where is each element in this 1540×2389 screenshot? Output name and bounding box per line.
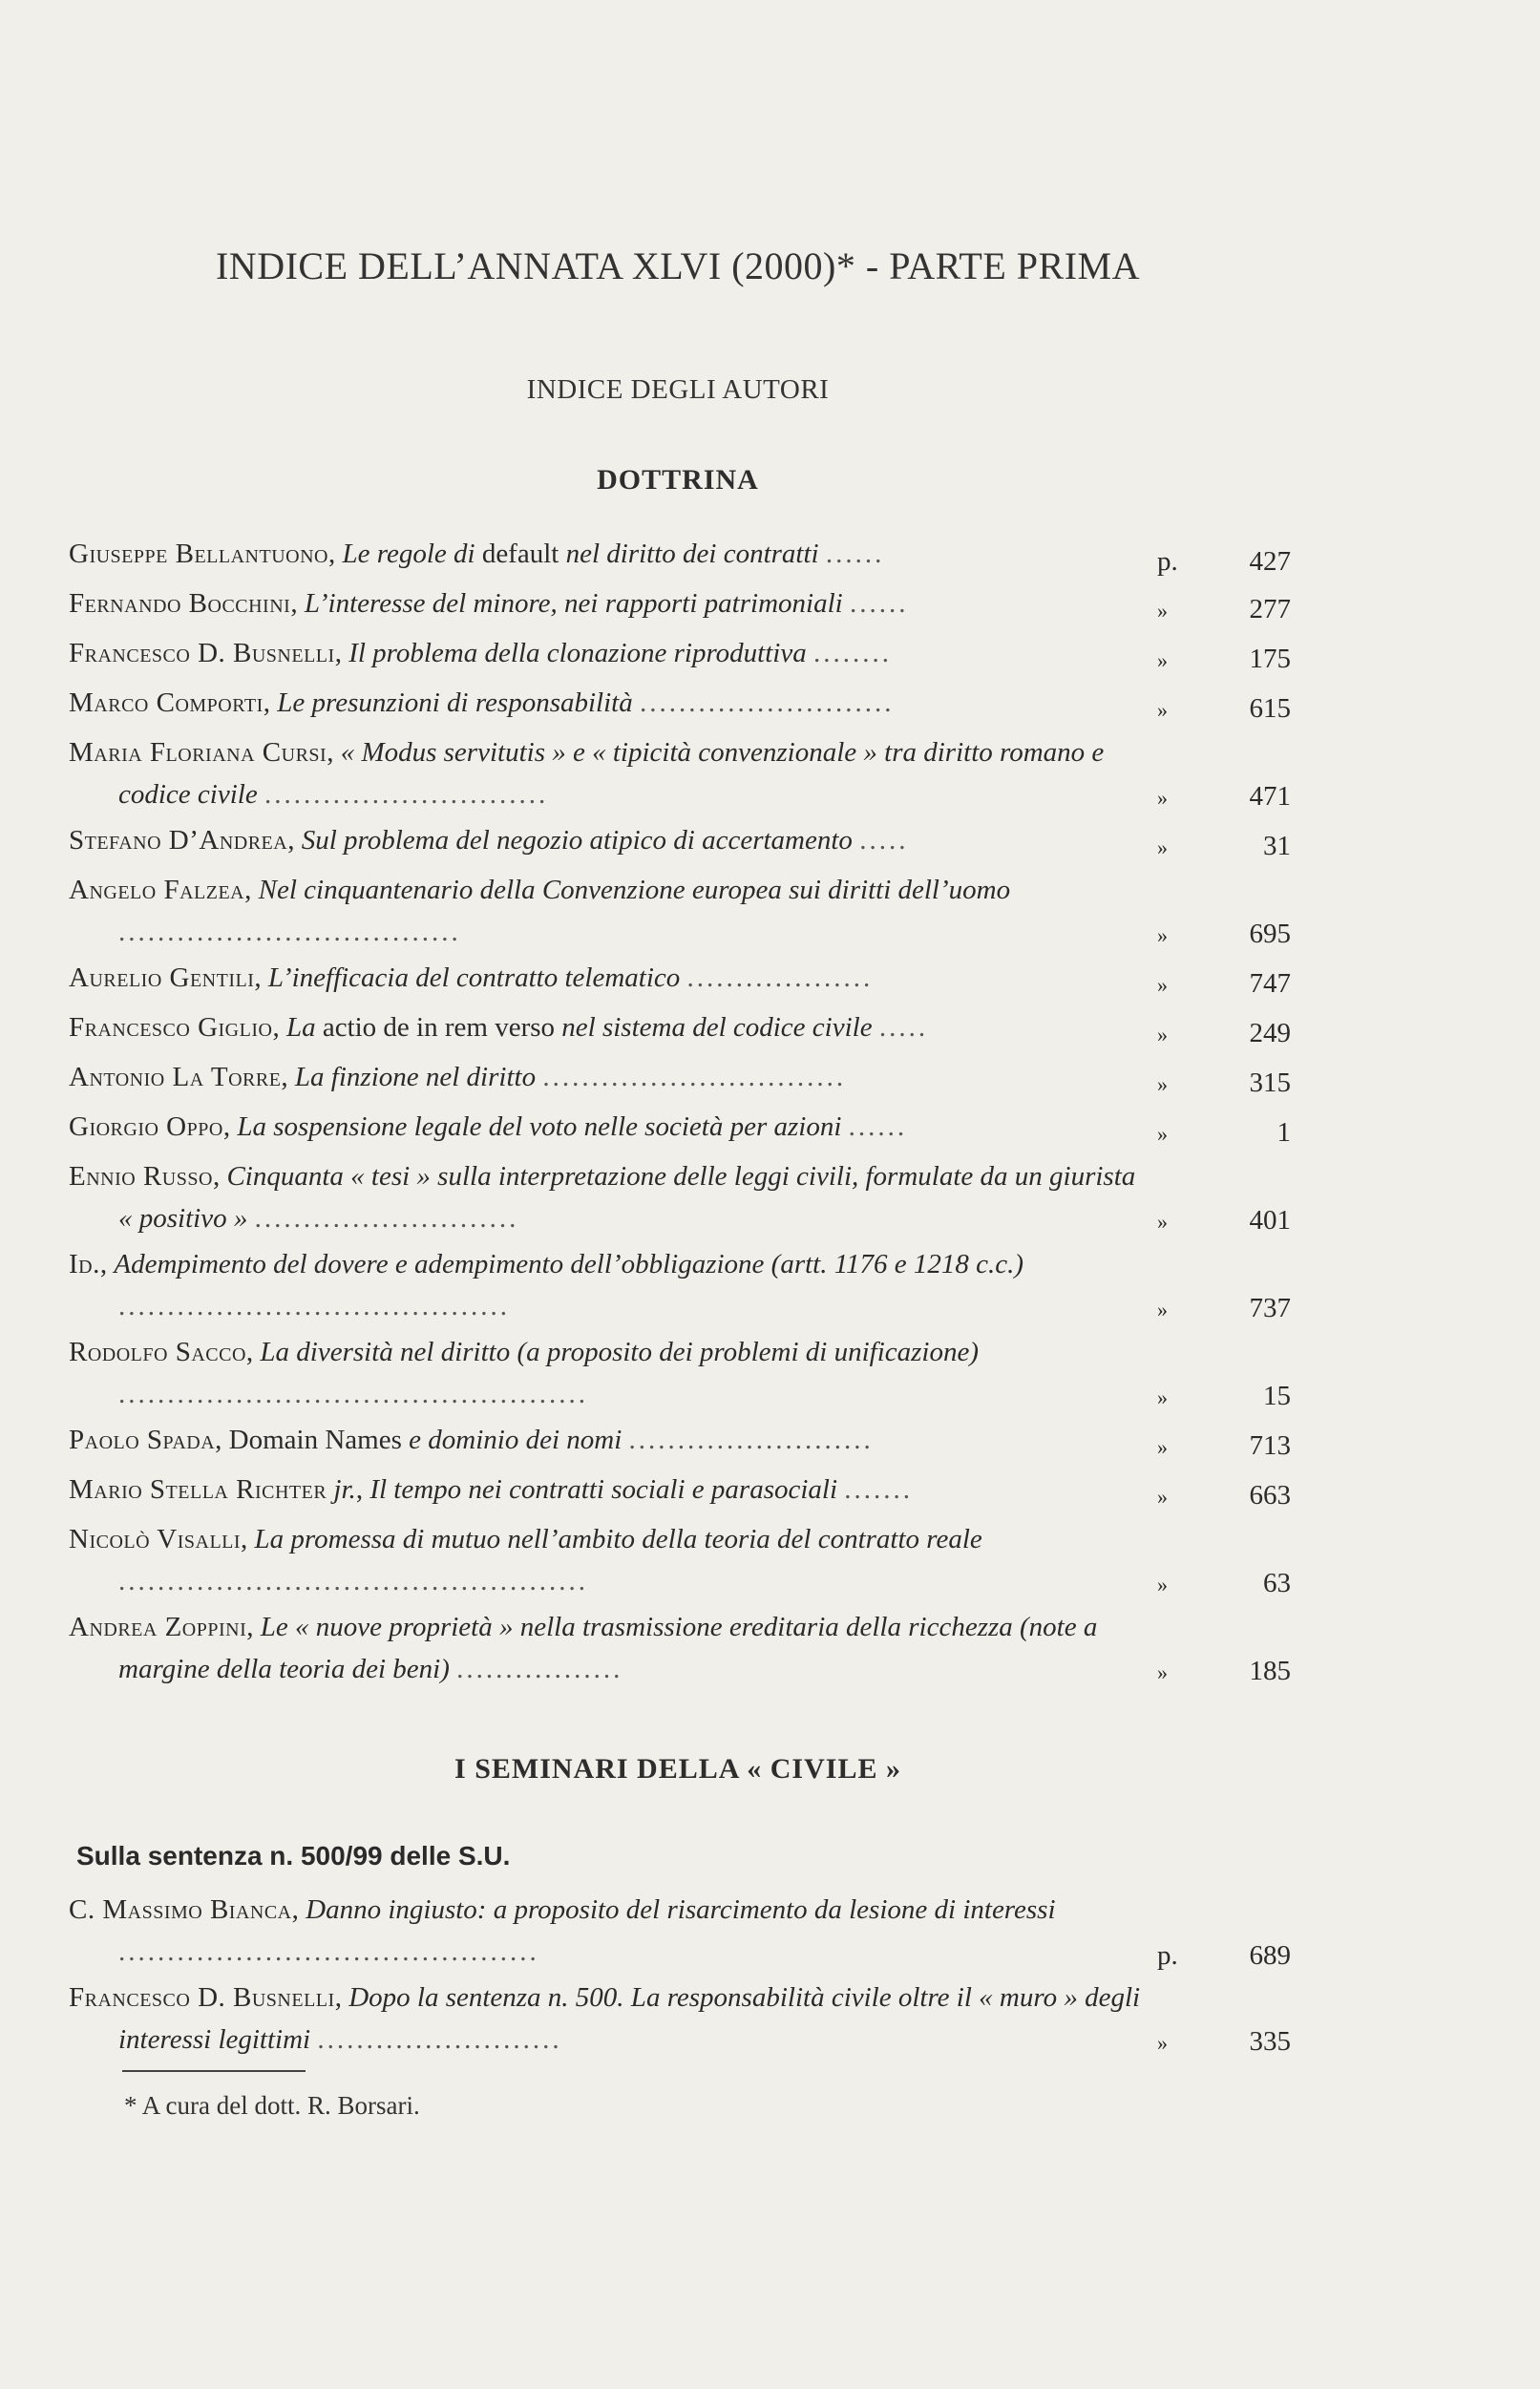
page-number: 185 bbox=[1249, 1656, 1291, 1686]
leader-dots: ................................... bbox=[118, 917, 461, 947]
leader-dots: ........................................... bbox=[118, 1936, 539, 1967]
ditto-mark: » bbox=[1157, 835, 1168, 859]
ditto-mark: » bbox=[1157, 1660, 1168, 1684]
list-item: Francesco Giglio, La actio de in rem verso nel sistema del codice civile ..... » 249 bbox=[69, 1006, 1291, 1056]
list-item: Francesco D. Busnelli, Il problema della clonazione riproduttiva ........ » 175 bbox=[69, 632, 1291, 682]
entry-title: La bbox=[285, 1012, 316, 1043]
entry-title: Cinquanta « tesi » sulla interpretazione delle leggi civili, formulate da un giurista « positivo » bbox=[118, 1161, 1136, 1234]
entry-author: Mario Stella Richter bbox=[69, 1474, 327, 1505]
entry-title: Le presunzioni di responsabilità bbox=[277, 687, 633, 718]
leader-dots: ......................... bbox=[628, 1425, 874, 1455]
page-number: 471 bbox=[1249, 781, 1291, 812]
ditto-mark: » bbox=[1157, 1573, 1168, 1596]
entry-author: Fernando Bocchini bbox=[69, 588, 291, 619]
section-heading-seminari: I SEMINARI DELLA « CIVILE » bbox=[454, 1753, 901, 1785]
leader-dots: ............................. bbox=[264, 779, 549, 810]
page-prefix: p. bbox=[1157, 546, 1178, 577]
entry-title-roman: Domain Names bbox=[228, 1425, 402, 1455]
entry-author: Maria Floriana Cursi bbox=[69, 737, 327, 768]
list-item: Francesco D. Busnelli, Dopo la sentenza n. 500. La responsabilità civile oltre il « muro » degli interessi legittimi ......................... » 335 bbox=[69, 1977, 1291, 2064]
ditto-mark: » bbox=[1157, 1023, 1168, 1047]
entry-title: Nel cinquantenario della Convenzione europea sui diritti dell’uomo bbox=[258, 875, 1011, 905]
entry-author: Ennio Russo bbox=[69, 1161, 213, 1192]
entry-author: Marco Comporti bbox=[69, 687, 264, 718]
entry-title-roman: actio de in rem verso bbox=[322, 1012, 556, 1043]
entry-title-roman: default bbox=[481, 539, 559, 569]
list-item: Andrea Zoppini, Le « nuove proprietà » nella trasmissione ereditaria della ricchezza (note a margine della teoria dei beni) ................. » 185 bbox=[69, 1606, 1291, 1694]
list-item: C. Massimo Bianca, Danno ingiusto: a proposito del risarcimento da lesione di interessi ........................................... p. 689 bbox=[69, 1889, 1291, 1977]
page-number: 175 bbox=[1249, 644, 1291, 674]
ditto-mark: » bbox=[1157, 1485, 1168, 1509]
entry-author: Giuseppe Bellantuono bbox=[69, 539, 328, 569]
entry-title: L’inefficacia del contratto telematico bbox=[267, 962, 681, 993]
page-prefix: p. bbox=[1157, 1940, 1178, 1971]
entry-title: Adempimento del dovere e adempimento dell’obbligazione (artt. 1176 e 1218 c.c.) bbox=[114, 1249, 1024, 1279]
entry-title-cont: e dominio dei nomi bbox=[409, 1425, 622, 1455]
ditto-mark: » bbox=[1157, 698, 1168, 722]
entry-author: Antonio La Torre bbox=[69, 1062, 282, 1092]
page-number: 31 bbox=[1263, 831, 1291, 861]
leader-dots: ................... bbox=[686, 962, 874, 993]
entry-title: Le « nuove proprietà » nella trasmissione ereditaria della ricchezza (note a margine della teoria dei beni) bbox=[118, 1612, 1098, 1684]
ditto-mark: » bbox=[1157, 786, 1168, 810]
page-number: 427 bbox=[1249, 546, 1291, 577]
page-number: 1 bbox=[1276, 1117, 1291, 1148]
leader-dots: ..... bbox=[878, 1012, 929, 1043]
leader-dots: ................. bbox=[456, 1654, 623, 1684]
entry-title: La diversità nel diritto (a proposito dei problemi di unificazione) bbox=[260, 1337, 980, 1367]
entry-title: Danno ingiusto: a proposito del risarcimento da lesione di interessi bbox=[306, 1894, 1056, 1925]
entry-title: L’interesse del minore, nei rapporti patrimoniali bbox=[304, 588, 843, 619]
entry-author: Giorgio Oppo bbox=[69, 1111, 223, 1142]
entry-title: « Modus servitutis » e « tipicità convenzionale » tra diritto romano e codice civile bbox=[118, 737, 1105, 810]
leader-dots: ........................... bbox=[254, 1203, 519, 1234]
page-number: 63 bbox=[1263, 1568, 1291, 1598]
page-number: 695 bbox=[1249, 919, 1291, 949]
list-item: Rodolfo Sacco, La diversità nel diritto (a proposito dei problemi di unificazione) ................................................ » 15 bbox=[69, 1331, 1291, 1419]
page-number: 713 bbox=[1249, 1430, 1291, 1461]
list-item: Fernando Bocchini, L’interesse del minore, nei rapporti patrimoniali ...... » 277 bbox=[69, 582, 1291, 632]
entry-title: Il tempo nei contratti sociali e parasociali bbox=[369, 1474, 838, 1505]
ditto-mark: » bbox=[1157, 973, 1168, 997]
entry-author: Rodolfo Sacco bbox=[69, 1337, 246, 1367]
ditto-mark: » bbox=[1157, 648, 1168, 672]
ditto-mark: » bbox=[1157, 1298, 1168, 1321]
entry-title: La sospensione legale del voto nelle società per azioni bbox=[237, 1111, 842, 1142]
leader-dots: .......................... bbox=[639, 687, 895, 718]
entry-author: Paolo Spada bbox=[69, 1425, 216, 1455]
leader-dots: ...... bbox=[849, 588, 909, 619]
entry-author: Angelo Falzea bbox=[69, 875, 245, 905]
page-subtitle: INDICE DEGLI AUTORI bbox=[526, 374, 830, 405]
entry-title: La finzione nel diritto bbox=[294, 1062, 537, 1092]
entry-author: Francesco D. Busnelli bbox=[69, 638, 335, 668]
entry-author: Nicolò Visalli bbox=[69, 1524, 242, 1554]
entry-author: Id. bbox=[69, 1249, 100, 1279]
list-item: Marco Comporti, Le presunzioni di responsabilità .......................... » 615 bbox=[69, 682, 1291, 731]
list-item: Paolo Spada, Domain Names e dominio dei nomi ......................... » 713 bbox=[69, 1419, 1291, 1469]
page-number: 615 bbox=[1249, 693, 1291, 724]
entry-title-cont: nel diritto dei contratti bbox=[565, 539, 819, 569]
list-item: Mario Stella Richter jr., Il tempo nei contratti sociali e parasociali ....... » 663 bbox=[69, 1469, 1291, 1518]
page-title: INDICE DELL’ANNATA XLVI (2000)* - PARTE PRIMA bbox=[215, 244, 1140, 287]
list-item: Maria Floriana Cursi, « Modus servitutis » e « tipicità convenzionale » tra diritto romano e codice civile ............................. » 471 bbox=[69, 731, 1291, 819]
list-item: Antonio La Torre, La finzione nel diritto ............................... » 315 bbox=[69, 1056, 1291, 1106]
leader-dots: ...... bbox=[848, 1111, 908, 1142]
entry-title: La promessa di mutuo nell’ambito della teoria del contratto reale bbox=[254, 1524, 982, 1554]
ditto-mark: » bbox=[1157, 1122, 1168, 1146]
entry-title: Dopo la sentenza n. 500. La responsabilità civile oltre il « muro » degli interessi legittimi bbox=[118, 1982, 1141, 2055]
leader-dots: ................................................ bbox=[118, 1379, 588, 1409]
entry-title: Il problema della clonazione riproduttiva bbox=[348, 638, 807, 668]
entry-author: C. Massimo Bianca bbox=[69, 1894, 292, 1925]
leader-dots: ...... bbox=[825, 539, 885, 569]
footnote-rule bbox=[122, 2070, 306, 2072]
page-number: 15 bbox=[1263, 1381, 1291, 1411]
ditto-mark: » bbox=[1157, 923, 1168, 947]
seminari-list bbox=[69, 1889, 1291, 2064]
leader-dots: ......................... bbox=[317, 2024, 562, 2055]
page-number: 277 bbox=[1249, 594, 1291, 624]
list-item: Nicolò Visalli, La promessa di mutuo nell’ambito della teoria del contratto reale ................................................ » 63 bbox=[69, 1518, 1291, 1606]
page-number: 737 bbox=[1249, 1293, 1291, 1323]
ditto-mark: » bbox=[1157, 2031, 1168, 2055]
page-number: 249 bbox=[1249, 1018, 1291, 1048]
entry-author: Andrea Zoppini bbox=[69, 1612, 247, 1642]
entry-author: Francesco D. Busnelli bbox=[69, 1982, 335, 2013]
list-item: Angelo Falzea, Nel cinquantenario della Convenzione europea sui diritti dell’uomo ................................... » 695 bbox=[69, 869, 1291, 957]
list-item: Stefano D’Andrea, Sul problema del negozio atipico di accertamento ..... » 31 bbox=[69, 819, 1291, 869]
dottrina-list bbox=[69, 533, 1291, 1694]
section-heading-dottrina: DOTTRINA bbox=[597, 464, 759, 496]
page-number: 335 bbox=[1249, 2026, 1291, 2057]
entry-author-suffix: jr. bbox=[333, 1474, 356, 1505]
leader-dots: ........ bbox=[812, 638, 892, 668]
list-item: Aurelio Gentili, L’inefficacia del contratto telematico ................... » 747 bbox=[69, 957, 1291, 1006]
ditto-mark: » bbox=[1157, 1210, 1168, 1234]
leader-dots: ............................... bbox=[542, 1062, 847, 1092]
list-item: Giorgio Oppo, La sospensione legale del voto nelle società per azioni ...... » 1 bbox=[69, 1106, 1291, 1155]
entry-author: Aurelio Gentili bbox=[69, 962, 255, 993]
list-item: Ennio Russo, Cinquanta « tesi » sulla interpretazione delle leggi civili, formulate da un giurista « positivo » ........................... » 401 bbox=[69, 1155, 1291, 1243]
ditto-mark: » bbox=[1157, 599, 1168, 623]
entry-author: Stefano D’Andrea bbox=[69, 825, 288, 856]
subsection-heading: Sulla sentenza n. 500/99 delle S.U. bbox=[76, 1841, 511, 1871]
list-item: Giuseppe Bellantuono, Le regole di default nel diritto dei contratti ...... p. 427 bbox=[69, 533, 1291, 582]
page-number: 315 bbox=[1249, 1068, 1291, 1098]
page-number: 401 bbox=[1249, 1205, 1291, 1236]
list-item: Id., Adempimento del dovere e adempimento dell’obbligazione (artt. 1176 e 1218 c.c.) ........................................ » 737 bbox=[69, 1243, 1291, 1331]
leader-dots: ................................................ bbox=[118, 1566, 588, 1596]
entry-title-cont: nel sistema del codice civile bbox=[561, 1012, 873, 1043]
entry-title: Le regole di bbox=[342, 539, 475, 569]
leader-dots: ....... bbox=[844, 1474, 914, 1505]
ditto-mark: » bbox=[1157, 1072, 1168, 1096]
ditto-mark: » bbox=[1157, 1435, 1168, 1459]
leader-dots: ..... bbox=[859, 825, 909, 856]
leader-dots: ........................................ bbox=[118, 1291, 510, 1321]
entry-author: Francesco Giglio bbox=[69, 1012, 273, 1043]
entry-title: Sul problema del negozio atipico di accertamento bbox=[301, 825, 853, 856]
page-number: 689 bbox=[1249, 1940, 1291, 1971]
footnote: * A cura del dott. R. Borsari. bbox=[124, 2091, 420, 2120]
page-number: 747 bbox=[1249, 968, 1291, 999]
page-number: 663 bbox=[1249, 1480, 1291, 1511]
ditto-mark: » bbox=[1157, 1385, 1168, 1409]
